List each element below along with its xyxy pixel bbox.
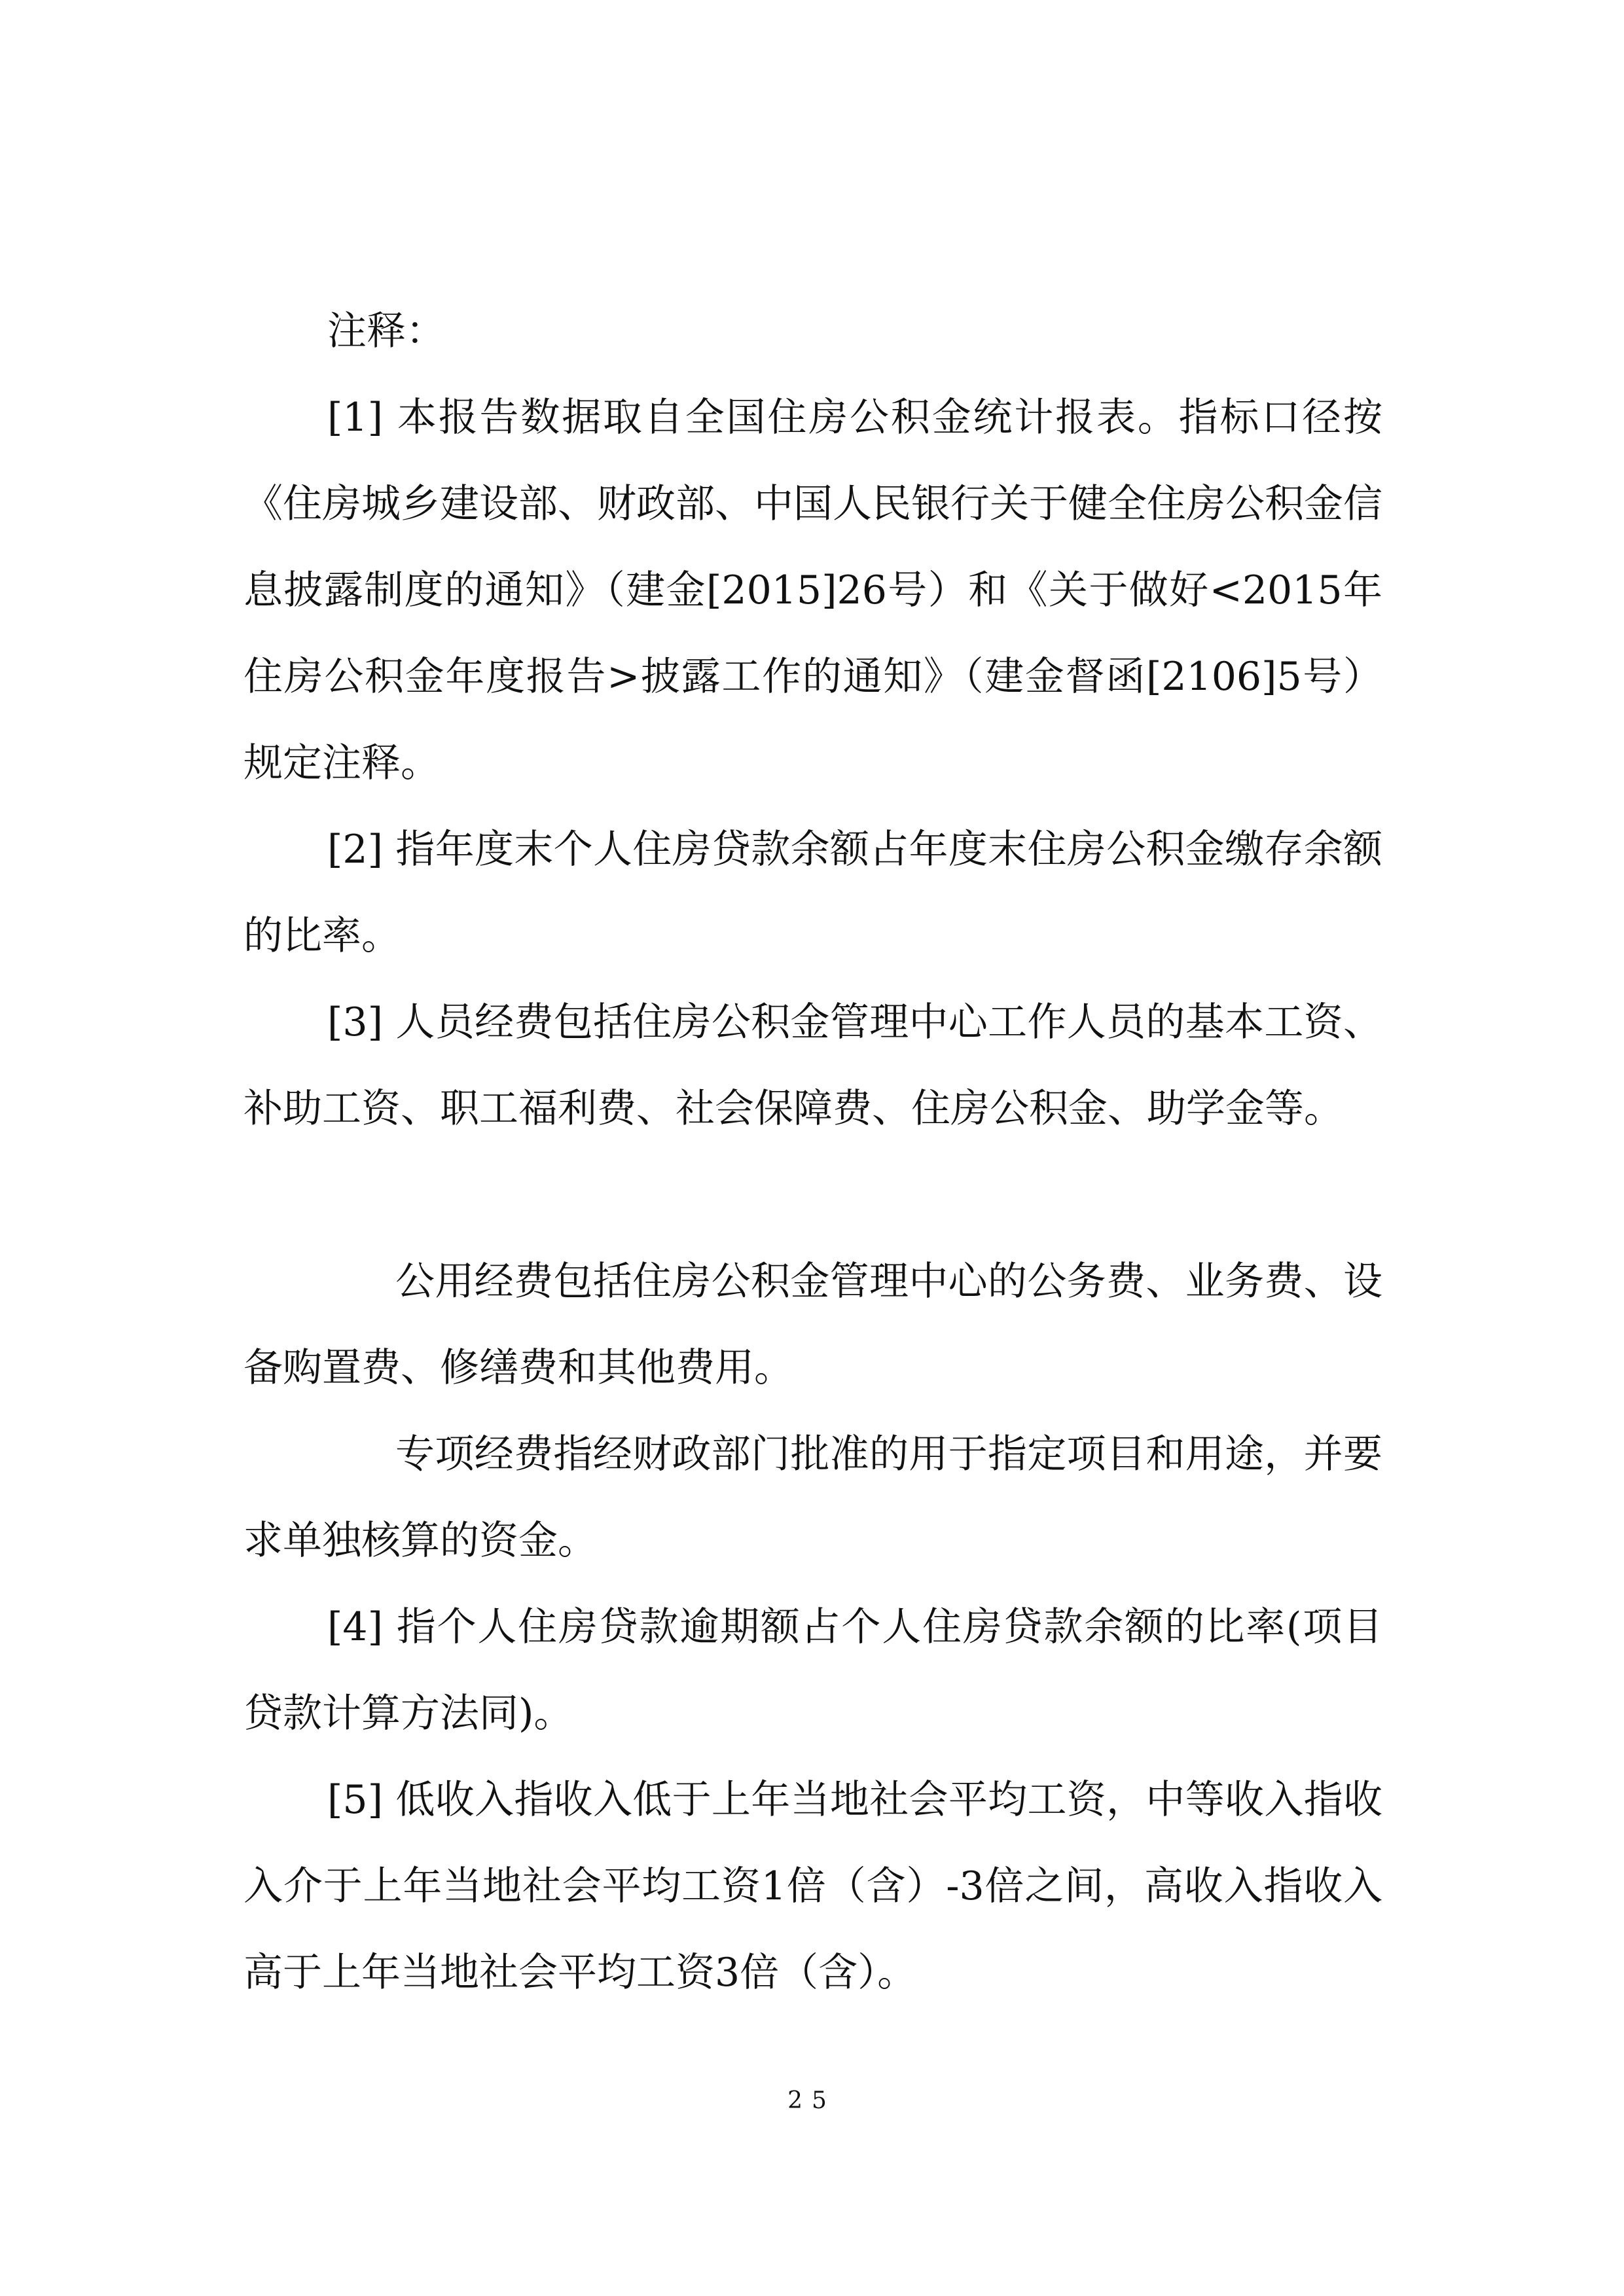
note-5: [5] 低收入指收入低于上年当地社会平均工资，中等收入指收入介于上年当地社会平均工资1倍（含）-3倍之间，高收入指收入高于上年当地社会平均工资3倍（含）。 <box>244 1777 1382 1996</box>
page-number: 25 <box>787 2087 836 2114</box>
note-3-special-expenses: 专项经费指经财政部门批准的用于指定项目和用途，并要求单独核算的资金。 <box>244 1431 1382 1564</box>
note-4: [4] 指个人住房贷款逾期额占个人住房贷款余额的比率(项目贷款计算方法同)。 <box>244 1604 1382 1736</box>
note-2: [2] 指年度末个人住房贷款余额占年度末住房公积金缴存余额的比率。 <box>244 827 1382 959</box>
notes-heading: 注释： <box>327 308 445 354</box>
note-3: [3] 人员经费包括住房公积金管理中心工作人员的基本工资、补助工资、职工福利费、社会保障费、住房公积金、助学金等。 <box>244 999 1382 1132</box>
note-3-public-expenses: 公用经费包括住房公积金管理中心的公务费、业务费、设备购置费、修缮费和其他费用。 <box>244 1259 1382 1391</box>
note-1: [1] 本报告数据取自全国住房公积金统计报表。指标口径按《住房城乡建设部、财政部、中国人民银行关于健全住房公积金信息披露制度的通知》（建金[2015]26号）和《关于做好<2015年住房公积金年度报告>披露工作的通知》（建金督函[2106]5号）规定注释。 <box>244 395 1382 786</box>
